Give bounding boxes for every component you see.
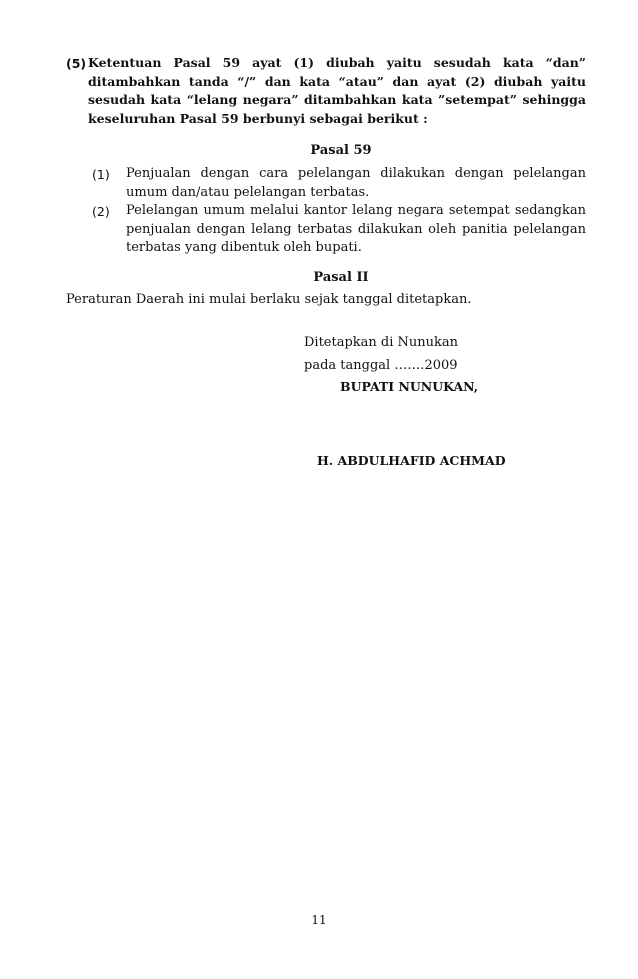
item-number: (2) bbox=[92, 204, 110, 219]
item-number: (1) bbox=[92, 167, 110, 182]
pasal-59-heading: Pasal 59 bbox=[310, 143, 372, 158]
signatory-name: H. ABDULHAFID ACHMAD bbox=[317, 453, 506, 468]
amendment-clause bbox=[66, 54, 586, 128]
pasal-ii-heading: Pasal II bbox=[313, 270, 369, 285]
pasal-59-item bbox=[92, 202, 586, 258]
amendment-number: (5) bbox=[66, 56, 87, 71]
pasal-ii-text: Peraturan Daerah ini mulai berlaku sejak tanggal ditetapkan. bbox=[66, 292, 472, 307]
item-text: Penjualan dengan cara pelelangan dilakukan dengan pelelangan umum dan/atau pelelangan terbatas. bbox=[126, 166, 586, 200]
signature-date: pada tanggal …….2009 bbox=[304, 358, 458, 373]
page-number: 11 bbox=[311, 913, 327, 927]
signature-place: Ditetapkan di Nunukan bbox=[304, 335, 459, 350]
pasal-59-item bbox=[92, 165, 586, 202]
amendment-text: Ketentuan Pasal 59 ayat (1) diubah yaitu sesudah kata “dan” ditambahkan tanda “/” dan kata “atau” dan ayat (2) diubah yaitu sesudah kata “lelang negara” ditambahkan kata ”setempat” sehingga keseluruhan Pasal 59 berbunyi sebagai berikut : bbox=[88, 55, 586, 126]
signature-title: BUPATI NUNUKAN, bbox=[340, 379, 479, 394]
item-text: Pelelangan umum melalui kantor lelang negara setempat sedangkan penjualan dengan lelang terbatas dilakukan oleh panitia pelelangan terbatas yang dibentuk oleh bupati. bbox=[126, 203, 586, 255]
